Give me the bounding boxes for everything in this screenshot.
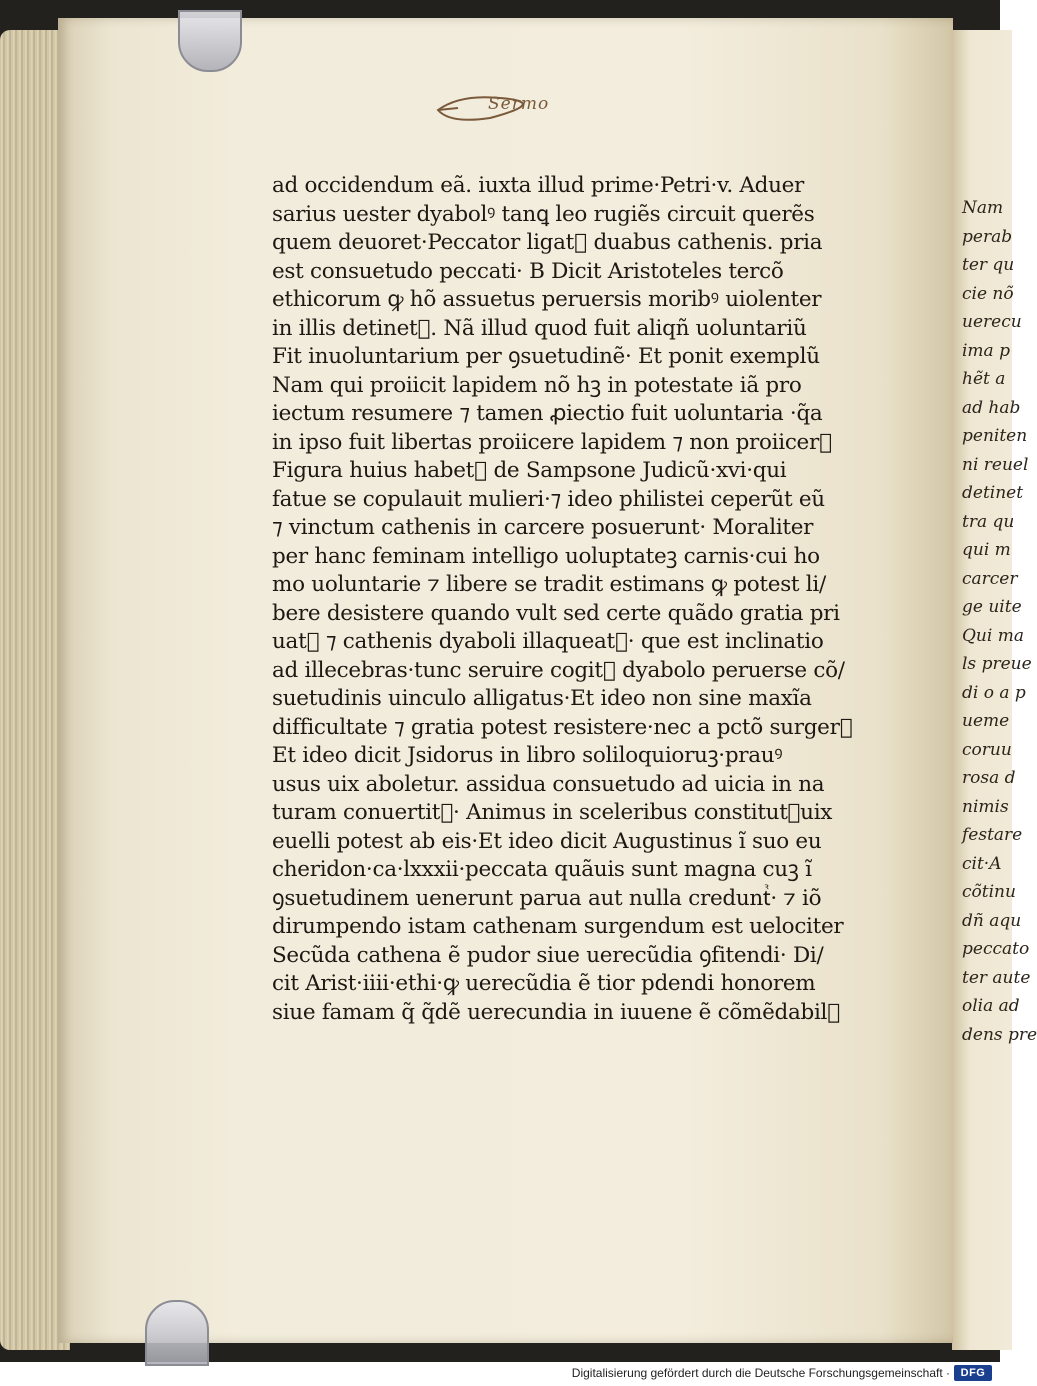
text-line: ⁊ vinctum cathenis in carcere posuerunt· Moraliter <box>272 515 814 540</box>
text-line: fatue se copulauit mulieri·⁊ ideo philistei ceperũt eũ <box>272 486 825 512</box>
text-line: siue famam q̃ q̃dẽ uerecundia in iuuene ẽ cõmẽdabilᷣ <box>272 999 841 1025</box>
text-line: Fit inuoluntarium per ꝯsuetudinẽ· Et ponit exemplũ <box>272 344 820 369</box>
facing-page-line: dens pre <box>962 1024 1037 1045</box>
facing-page-line: tra qu <box>962 511 1015 532</box>
facing-page-line: hẽt a <box>962 369 1006 389</box>
running-header <box>430 88 610 128</box>
text-line: usus uix aboletur. assidua consuetudo ad uicia in na <box>272 771 825 797</box>
book-clip-bottom <box>145 1300 209 1366</box>
text-line: Nam qui proiicit lapidem nõ hꝫ in potestate iã pro <box>272 372 802 398</box>
text-line: euelli potest ab eis·Et ideo dicit Augustinus ĩ suo eu <box>272 828 822 854</box>
text-block <box>272 172 882 1027</box>
text-line: suetudinis uinculo alligatus·Et ideo non sine maxĩa <box>272 686 812 711</box>
text-line: Et ideo dicit Jsidorus in libro soliloquioruꝫ·prauꝰ <box>272 743 783 768</box>
facing-page-line: peniten <box>962 426 1028 446</box>
text-line: per hanc feminam intelligo uoluptateꝫ carnis·cui ho <box>272 543 820 569</box>
facing-page-line: rosa d <box>962 768 1016 788</box>
text-line: Figura huius habetᷣ de Sampsone Judicũ·xvi·qui <box>272 458 787 483</box>
facing-page-line: cõtinu <box>962 882 1016 902</box>
book-clip-top <box>178 10 242 72</box>
text-line: est consuetudo peccati· B Dicit Aristoteles tercõ <box>272 258 784 284</box>
facing-page-line: qui m <box>962 540 1011 560</box>
text-line: in ipso fuit libertas proiicere lapidem ⁊ non proiicerᷣ <box>272 429 832 455</box>
facing-page-line: nimis <box>962 796 1009 817</box>
facing-page-line: dñ aqu <box>962 910 1022 931</box>
facing-page-line: uerecu <box>962 312 1022 332</box>
text-line: turam conuertitᷣ· Animus in sceleribus constitutꝰuix <box>272 800 833 825</box>
text-line: ꝯsuetudinem uenerunt parua aut nulla creduntᷣ· ⁊ iõ <box>272 885 822 911</box>
text-line: Secũda cathena ẽ pudor siue uerecũdia ꝯfitendi· Di/ <box>272 942 824 968</box>
text-line: cheridon·ca·lxxxii·peccata quãuis sunt magna cuꝫ ĩ <box>272 857 812 882</box>
dfg-logo: DFG <box>954 1365 992 1381</box>
text-line: in illis detinetᷣ. Nã illud quod fuit aliqñ uoluntariũ <box>272 315 807 341</box>
facing-page-line: festare <box>962 825 1023 845</box>
facing-page-line: peccato <box>962 939 1030 959</box>
text-line: dirumpendo istam cathenam surgendum est uelociter <box>272 914 844 939</box>
facing-page-line: cie nõ <box>962 283 1014 304</box>
facing-page <box>952 30 1037 1350</box>
text-line: ethicorum ꝙ hõ assuetus peruersis moribꝰ uiolenter <box>272 287 822 312</box>
facing-page-line: coruu <box>962 739 1012 760</box>
footer-bar <box>571 1362 1000 1386</box>
facing-page-line: ter qu <box>962 255 1015 275</box>
facing-page-line: ter aute <box>962 967 1031 988</box>
text-line: bere desistere quando vult sed certe quãdo gratia pri <box>272 600 840 626</box>
facing-page-line: olia ad <box>962 996 1020 1016</box>
facing-page-line: ls preue <box>962 654 1032 674</box>
facing-page-line: di o a p <box>962 682 1026 703</box>
facing-page-line: ueme <box>962 711 1010 731</box>
facing-page-line: ima p <box>962 340 1010 361</box>
facing-page-line: carcer <box>962 568 1018 589</box>
funding-credit: Digitalisierung gefördert durch die Deutsche Forschungsgemeinschaft · <box>571 1366 950 1380</box>
text-line: cit Arist·iiii·ethi·ꝙ uerecũdia ẽ tior pdendi honorem <box>272 971 816 996</box>
facing-page-line: Qui ma <box>962 625 1024 646</box>
facing-page-line: ad hab <box>962 397 1021 418</box>
facing-page-line: Nam <box>962 198 1004 218</box>
text-line: uatᷣ ⁊ cathenis dyaboli illaqueatᷣ· que est inclinatio <box>272 629 824 654</box>
text-line: difficultate ⁊ gratia potest resistere·nec a pctõ surgerᷣ <box>272 714 853 740</box>
facing-page-line: perab <box>962 226 1013 247</box>
text-line: sarius uester dyabolꝰ tanꝗ leo rugiẽs circuit querẽs <box>272 201 815 227</box>
facing-page-line: cit·A <box>962 853 1002 874</box>
running-title: Sermo <box>488 94 550 114</box>
facing-page-line: ni reuel <box>962 454 1029 475</box>
facing-page-line: detinet <box>962 483 1024 503</box>
text-line: ad illecebras·tunc seruire cogitᷣ dyabolo peruerse cõ/ <box>272 657 845 683</box>
facing-page-line: ge uite <box>962 597 1022 617</box>
text-line: ad occidendum eã. iuxta illud prime·Petri·v. Aduer <box>272 173 805 198</box>
text-line: quem deuoret·Peccator ligatᷣ duabus cathenis. pria <box>272 230 823 255</box>
text-line: mo uoluntarie ⁊ libere se tradit estimans ꝙ potest li/ <box>272 572 826 597</box>
text-line: iectum resumere ⁊ tamen ꝓiectio fuit uoluntaria ·q̃a <box>272 401 823 426</box>
